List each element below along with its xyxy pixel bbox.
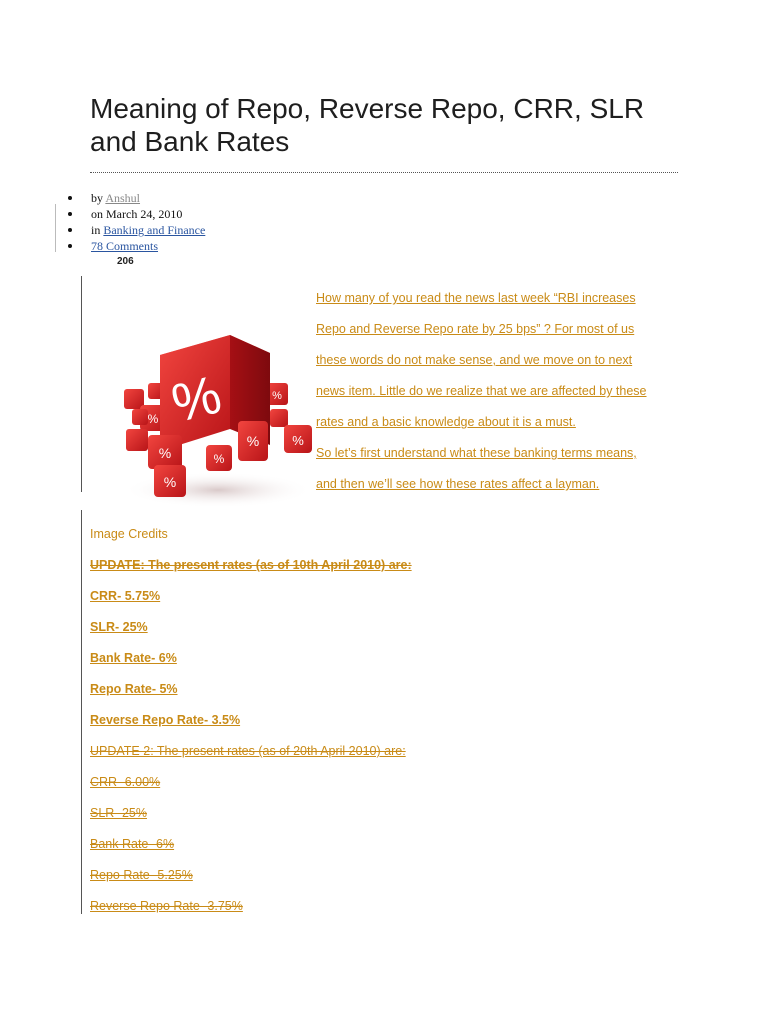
page-title: Meaning of Repo, Reverse Repo, CRR, SLR and Bank Rates xyxy=(90,93,645,157)
rate-bank xyxy=(90,649,412,680)
percent-symbol: % xyxy=(165,364,228,435)
rate-reverse-repo xyxy=(90,711,412,742)
rate-link[interactable]: Reverse Repo Rate- 3.5% xyxy=(90,713,241,727)
intro-line xyxy=(316,444,676,475)
rate-link[interactable]: CRR- 5.75% xyxy=(90,589,161,603)
content-border xyxy=(81,276,82,492)
update2-heading-link[interactable]: UPDATE 2: The present rates (as of 20th April 2010) are: xyxy=(90,744,406,758)
svg-text:%: % xyxy=(158,445,172,461)
rates-border xyxy=(81,510,82,914)
svg-text:%: % xyxy=(147,412,159,426)
intro-link[interactable]: rates and a basic knowledge about it is a must. xyxy=(316,415,576,429)
percent-dice-image xyxy=(118,325,318,510)
intro-line xyxy=(316,475,676,506)
intro-link[interactable]: How many of you read the news last week “RBI increases xyxy=(316,291,636,305)
meta-author xyxy=(55,190,205,206)
update1-heading-link[interactable]: UPDATE: The present rates (as of 10th April 2010) are: xyxy=(90,558,412,572)
rates-list xyxy=(90,525,412,928)
author-link[interactable]: Anshul xyxy=(105,191,141,205)
intro-line xyxy=(316,320,676,351)
title-divider xyxy=(90,172,678,173)
rate-link[interactable]: Repo Rate- 5% xyxy=(90,682,178,696)
rate-repo xyxy=(90,680,412,711)
image-credits-row xyxy=(90,525,412,556)
update2-heading xyxy=(90,742,412,773)
bullet-icon xyxy=(68,244,72,248)
rate2-bank xyxy=(90,835,412,866)
intro-link[interactable]: and then we’ll see how these rates affect a layman. xyxy=(316,477,600,491)
svg-text:%: % xyxy=(246,433,260,449)
intro-line xyxy=(316,351,676,382)
meta-date xyxy=(55,206,205,222)
rate-crr xyxy=(90,587,412,618)
rate-link[interactable]: Reverse Repo Rate- 3.75% xyxy=(90,899,243,913)
rate-link[interactable]: Repo Rate- 5.25% xyxy=(90,868,193,882)
post-meta xyxy=(55,190,205,254)
intro-line xyxy=(316,413,676,444)
svg-text:%: % xyxy=(163,474,177,490)
bullet-icon xyxy=(68,228,72,232)
comments-link[interactable]: 78 Comments xyxy=(91,239,159,253)
percent-dice-icon xyxy=(118,325,318,510)
rate-link[interactable]: Bank Rate- 6% xyxy=(90,837,175,851)
rate2-slr xyxy=(90,804,412,835)
share-count: 206 xyxy=(117,256,134,267)
image-credits-link[interactable]: Image Credits xyxy=(90,527,168,541)
author-prefix: by xyxy=(91,191,103,205)
update1-heading xyxy=(90,556,412,587)
rate-link[interactable]: SLR- 25% xyxy=(90,806,147,820)
category-link[interactable]: Banking and Finance xyxy=(103,223,206,237)
intro-line xyxy=(316,289,676,320)
svg-text:%: % xyxy=(213,452,225,466)
rate-slr xyxy=(90,618,412,649)
rate-link[interactable]: Bank Rate- 6% xyxy=(90,651,177,665)
rate-link[interactable]: SLR- 25% xyxy=(90,620,148,634)
intro-link[interactable]: So let’s first understand what these banking terms means, xyxy=(316,446,637,460)
bullet-icon xyxy=(68,196,72,200)
rate-link[interactable]: CRR- 6.00% xyxy=(90,775,161,789)
bullet-icon xyxy=(68,212,72,216)
rate2-crr xyxy=(90,773,412,804)
intro-link[interactable]: Repo and Reverse Repo rate by 25 bps” ? For most of us xyxy=(316,322,635,336)
svg-text:%: % xyxy=(292,433,304,448)
intro-line xyxy=(316,382,676,413)
rate2-repo xyxy=(90,866,412,897)
intro-paragraph xyxy=(316,289,676,506)
category-prefix: in xyxy=(91,223,101,237)
post-date: on March 24, 2010 xyxy=(91,207,183,221)
meta-comments xyxy=(55,238,205,254)
svg-text:%: % xyxy=(272,390,282,402)
intro-link[interactable]: news item. Little do we realize that we are affected by these xyxy=(316,384,647,398)
intro-link[interactable]: these words do not make sense, and we move on to next xyxy=(316,353,633,367)
meta-category xyxy=(55,222,205,238)
rate2-reverse-repo xyxy=(90,897,412,928)
